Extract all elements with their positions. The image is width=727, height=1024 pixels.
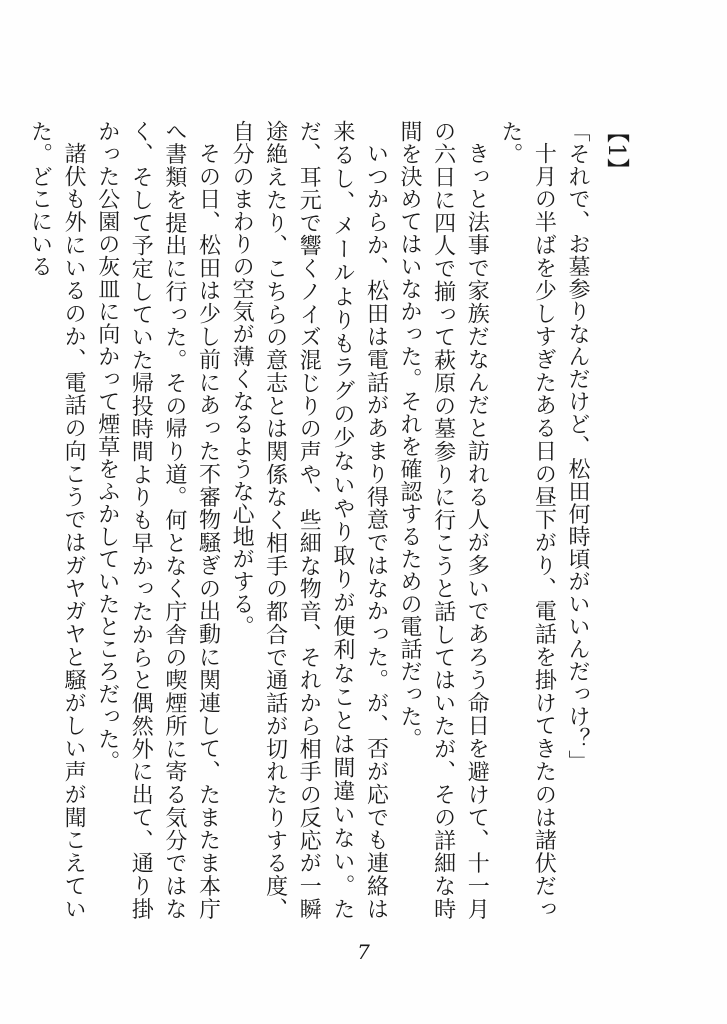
- paragraph: その日、松田は少し前にあった不審物騒ぎの出動に関連して、たまたま本庁へ書類を提出に行った。その帰り道。何となく庁舎の喫煙所に寄る気分ではなく、そして予定していた帰投時間よりも早かったからと偶然外に出て、通り掛かった公園の灰皿に向かって煙草をふかしていたところだった。: [94, 120, 221, 921]
- paragraph: いつからか、松田は電話があまり得意ではなかった。が、否が応でも連絡は来るし、メールよりもラグの少ないやり取りが便利なことは間違いない。ただ、耳元で響くノイズ混じりの声や、些細な物音、それから相手の反応が一瞬途絶えたり、こちらの意志とは関係なく相手の都合で通話が切れたりする度、自分のまわりの空気が薄くなるような心地がする。: [229, 120, 389, 920]
- chapter-heading: 【1】: [603, 120, 629, 181]
- paragraph-dialogue: 「それで、お墓参りなんだけど、松田何時頃がいいんだっけ？」: [565, 120, 590, 773]
- page-number: 7: [357, 940, 370, 964]
- paragraph: 十月の半ばを少しすぎたある日の昼下がり、電話を掛けてきたのは諸伏だった。: [497, 120, 557, 920]
- body-text: [23, 120, 594, 920]
- paragraph: 諸伏も外にいるのか、電話の向こうではガヤガヤと騒がしい声が聞こえていた。どこにいる: [27, 120, 87, 920]
- paragraph: きっと法事で家族だなんだと訪れる人が多いであろう命日を避けて、十一月の六日に四人で揃って萩原の墓参りに行こうと話してはいたが、その詳細な時間を決めてはいなかった。それを確認するための電話だった。: [397, 120, 490, 920]
